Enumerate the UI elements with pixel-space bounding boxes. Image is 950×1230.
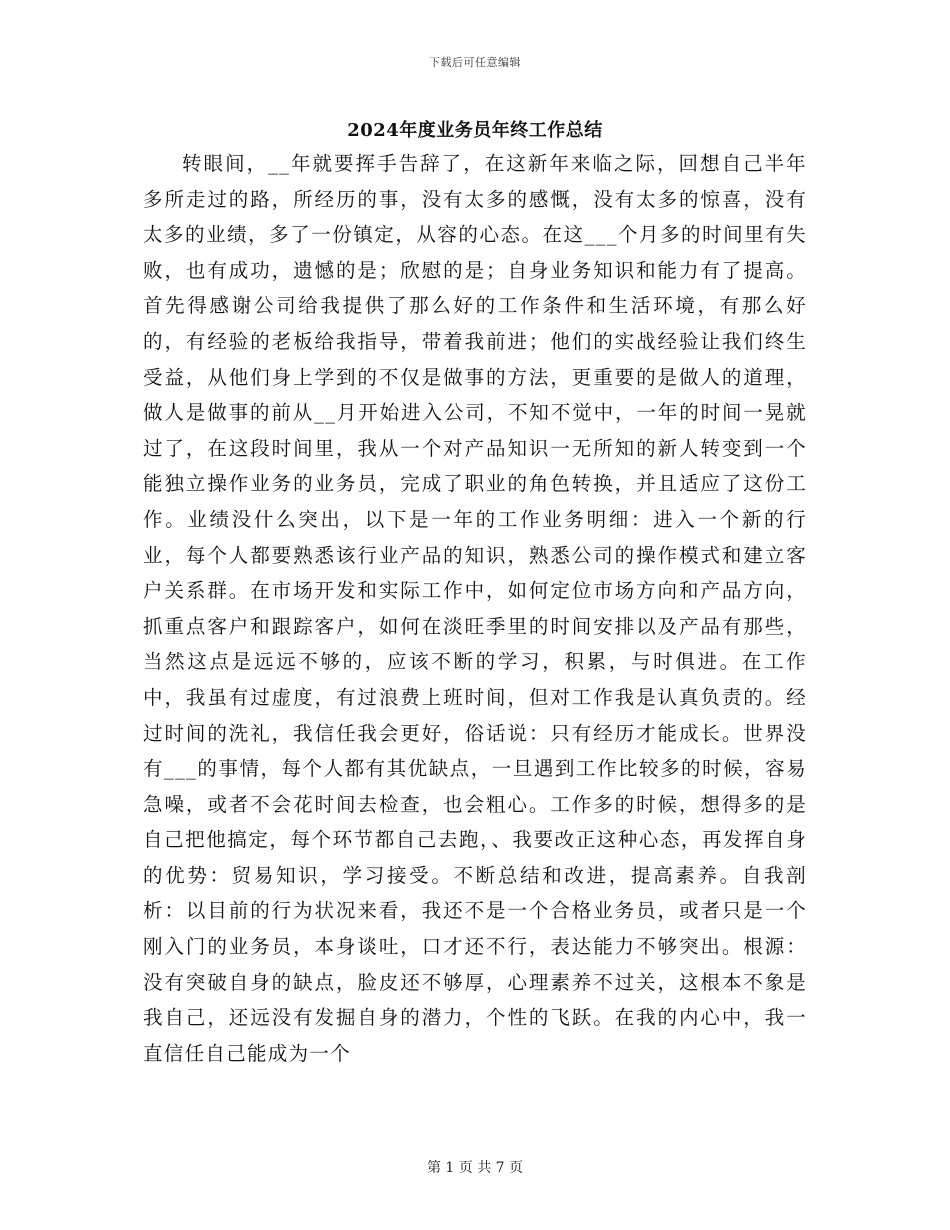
page-number: 第 1 页 共 7 页 — [426, 1160, 524, 1176]
body-paragraph: 转眼间，__年就要挥手告辞了，在这新年来临之际，回想自己半年多所走过的路，所经历的事，没有太多的感慨，没有太多的惊喜，没有太多的业绩，多了一份镇定，从容的心态。在这___个月多的时间里有失败，也有成功，遗憾的是；欣慰的是；自身业务知识和能力有了提高。首先得感谢公司给我提供了那么好的工作条件和生活环境，有那么好的，有经验的老板给我指导，带着我前进；他们的实战经验让我们终生受益，从他们身上学到的不仅是做事的方法，更重要的是做人的道理，做人是做事的前从__月开始进入公司，不知不觉中，一年的时间一晃就过了，在这段时间里，我从一个对产品知识一无所知的新人转变到一个能独立操作业务的业务员，完成了职业的角色转换，并且适应了这份工作。业绩没什么突出，以下是一年的工作业务明细：进入一个新的行业，每个人都要熟悉该行业产品的知识，熟悉公司的操作模式和建立客户关系群。在市场开发和实际工作中，如何定位市场方向和产品方向，抓重点客户和跟踪客户，如何在淡旺季里的时间安排以及产品有那些，当然这点是远远不够的，应该不断的学习，积累，与时俱进。在工作中，我虽有过虚度，有过浪费上班时间，但对工作我是认真负责的。经过时间的洗礼，我信任我会更好，俗话说：只有经历才能成长。世界没有___的事情，每个人都有其优缺点，一旦遇到工作比较多的时候，容易急噪，或者不会花时间去检查，也会粗心。工作多的时候，想得多的是自己把他搞定，每个环节都自己去跑，、我要改正这种心态，再发挥自身的优势：贸易知识，学习接受。不断总结和改进，提高素养。自我剖析：以目前的行为状况来看，我还不是一个合格业务员，或者只是一个刚入门的业务员，本身谈吐，口才还不行，表达能力不够突出。根源：没有突破自身的缺点，脸皮还不够厚，心理素养不过关，这根本不象是我自己，还远没有发掘自身的潜力，个性的飞跃。在我的内心中，我一直信任自己能成为一个 — [143, 152, 807, 1065]
document-title: 2024年度业务员年终工作总结 — [347, 120, 603, 141]
page-header-note: 下载后可任意编辑 — [429, 56, 521, 69]
